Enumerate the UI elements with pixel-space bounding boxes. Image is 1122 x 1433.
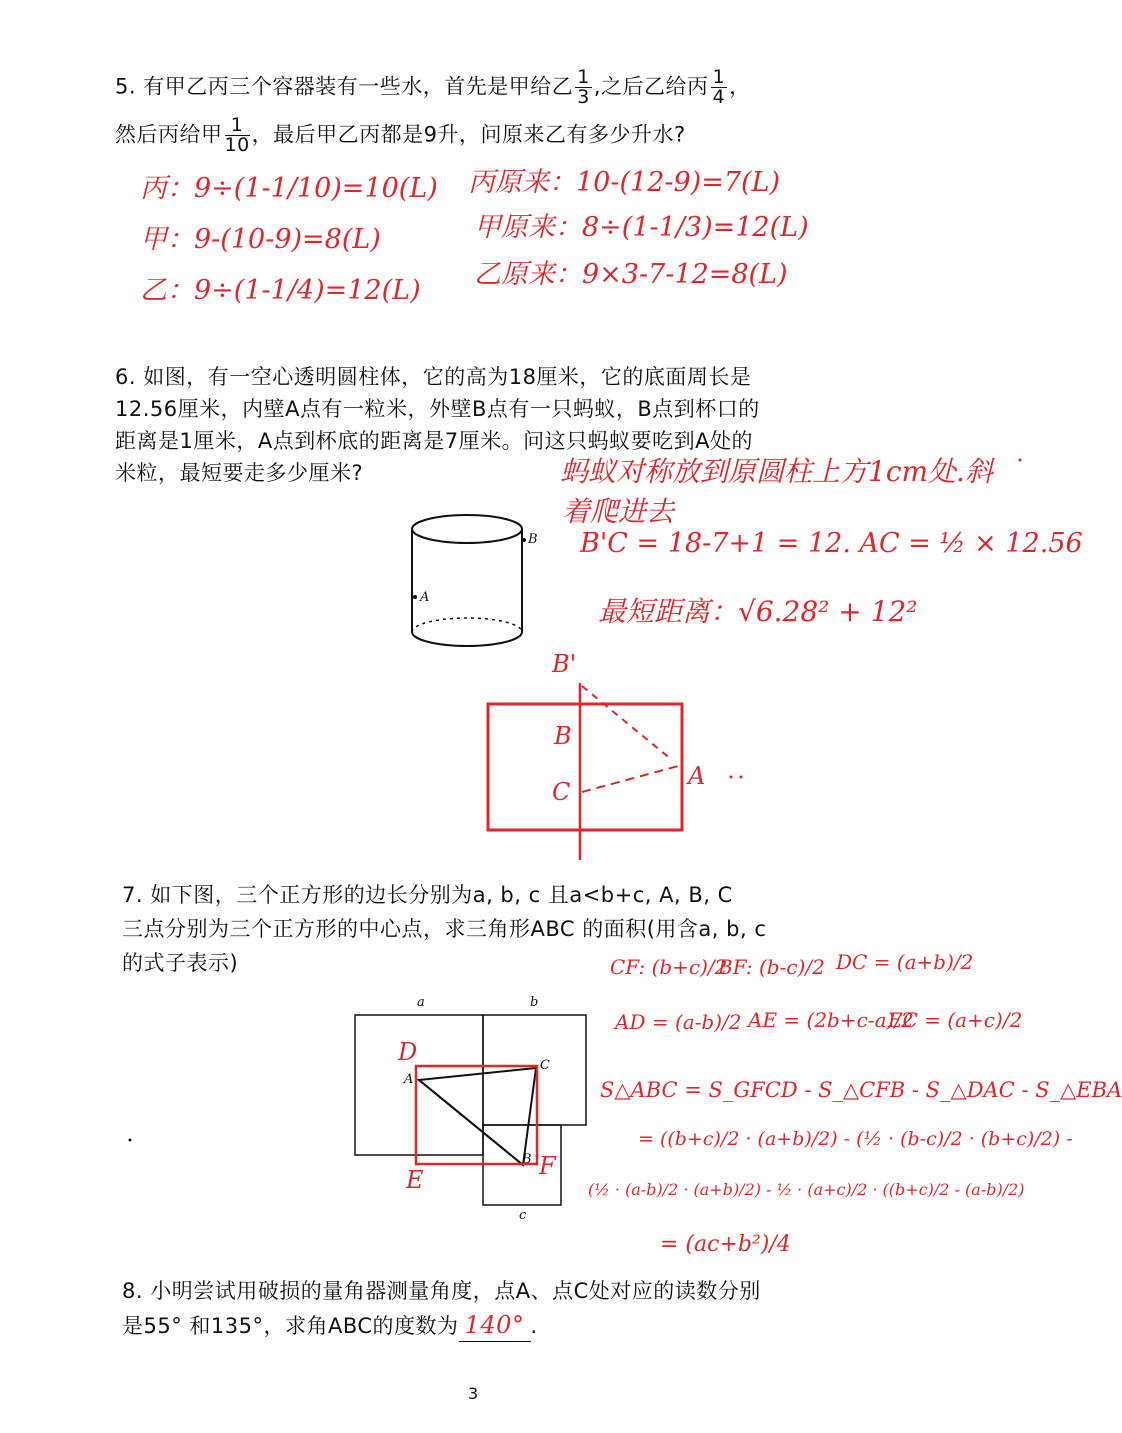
red-label-e: E — [406, 1166, 424, 1194]
q5-line-2: 然后丙给甲 $\frac{1}{10}$ ，最后甲乙丙都是9升，问原来乙有多少升水? — [115, 114, 686, 156]
q7-hw-ec: EC = (a+c)/2 — [888, 1008, 1023, 1032]
q7-hw-step1: = ((b+c)/2 · (a+b)/2) - (½ · (b-c)/2 · (b+c)/2) - — [638, 1128, 1073, 1150]
fig7-label-A: A — [404, 1072, 414, 1087]
q7-hw-area: S△ABC = S_GFCD - S_△CFB - S_△DAC - S_△EBA — [600, 1078, 1122, 1102]
fig7-label-a: a — [417, 995, 425, 1010]
red-label-f: F — [539, 1152, 556, 1180]
q8-answer-blank — [459, 1310, 531, 1342]
q5-text-1b: ,之后乙给丙 — [593, 74, 709, 99]
q6-hw-4: 最短距离：√6.28² + 12² — [598, 595, 918, 628]
q7-hw-ae: AE = (2b+c-a)/2 — [748, 1008, 914, 1032]
q5-hw-1: 丙：9÷(1-1/10)=10(L) — [140, 173, 438, 204]
q6-line-4: 米粒，最短要走多少厘米? — [115, 461, 364, 485]
q7-hw-ad: AD = (a-b)/2 — [615, 1010, 742, 1034]
q6-line-3: 距离是1厘米，A点到杯底的距离是7厘米。问这只蚂蚁要吃到A处的 — [115, 429, 753, 453]
q5-hw-5: 甲原来：8÷(1-1/3)=12(L) — [474, 212, 809, 243]
q6-hw-2: 着爬进去 — [562, 495, 675, 528]
red-label-bprime: B' — [552, 650, 577, 678]
q5-line-1: 5. 有甲乙丙三个容器装有一些水，首先是甲给乙 $\frac{1}{3}$ ,之后乙给丙 $\frac{1}{4}$ ， — [115, 66, 751, 108]
q8-answer: 140° — [464, 1311, 525, 1339]
triangle-abc — [419, 1068, 536, 1165]
fraction-1-4: $\frac{1}{4}$ — [712, 66, 726, 108]
q8-line-1: 8. 小明尝试用破损的量角器测量角度，点A、点C处对应的读数分别 — [122, 1279, 761, 1303]
q7-line-1: 7. 如下图，三个正方形的边长分别为a, b, c 且a<b+c, A, B, C — [122, 883, 733, 907]
fraction-1-3: $\frac{1}{3}$ — [577, 66, 590, 108]
red-label-d: D — [398, 1038, 418, 1066]
square-b — [483, 1015, 586, 1125]
q7-hw-step2: (½ · (a-b)/2 · (a+b)/2) - ½ · (a+c)/2 · ((b+c)/2 - (a-b)/2) — [588, 1180, 1025, 1199]
page-number: 3 — [468, 1384, 479, 1403]
q6-line-2: 12.56厘米，内壁A点有一粒米，外壁B点有一只蚂蚁，B点到杯口的 — [115, 397, 760, 421]
red-label-c: C — [552, 778, 571, 806]
q7-hw-dc: DC = (a+b)/2 — [836, 950, 974, 974]
fig6-label-a: A — [420, 590, 430, 605]
q7-line-3: 的式子表示) — [122, 951, 239, 975]
q5-hw-2: 甲：9-(10-9)=8(L) — [140, 224, 381, 255]
q8-line-2: 是55° 和135°，求角ABC的度数为 140° . — [122, 1310, 538, 1342]
rect-dcfe — [416, 1066, 537, 1164]
red-label-a: A — [688, 762, 706, 790]
fig7-label-c: c — [519, 1208, 527, 1223]
q5-hw-6: 乙原来：9×3-7-12=8(L) — [474, 259, 788, 290]
fig7-label-b: b — [530, 995, 539, 1010]
q7-hw-result: = (ac+b²)/4 — [660, 1232, 791, 1257]
fraction-1-10: $\frac{1}{10}$ — [224, 114, 250, 156]
fig6-label-b: B — [528, 532, 538, 547]
q6-line-1: 6. 如图，有一空心透明圆柱体，它的高为18厘米，它的底面周长是 — [115, 365, 752, 389]
square-a — [355, 1015, 483, 1155]
q6-hw-1: 蚂蚁对称放到原圆柱上方1cm处.斜 — [560, 455, 993, 488]
q7-hw-bf: BF: (b-c)/2 — [718, 955, 825, 979]
fig7-label-B: B — [522, 1152, 532, 1167]
fig7-label-C: C — [540, 1058, 550, 1073]
q7-line-2: 三点分别为三个正方形的中心点，求三角形ABC 的面积(用含a, b, c — [122, 917, 767, 941]
q5-hw-4: 丙原来：10-(12-9)=7(L) — [468, 167, 781, 198]
q5-text-1a: 5. 有甲乙丙三个容器装有一些水，首先是甲给乙 — [115, 74, 574, 99]
q6-hw-3: B'C = 18-7+1 = 12. AC = ½ × 12.56 — [580, 528, 1083, 559]
red-label-b: B — [554, 722, 572, 750]
q5-hw-3: 乙：9÷(1-1/4)=12(L) — [140, 275, 421, 306]
q7-hw-cf: CF: (b+c)/2 — [610, 955, 728, 979]
